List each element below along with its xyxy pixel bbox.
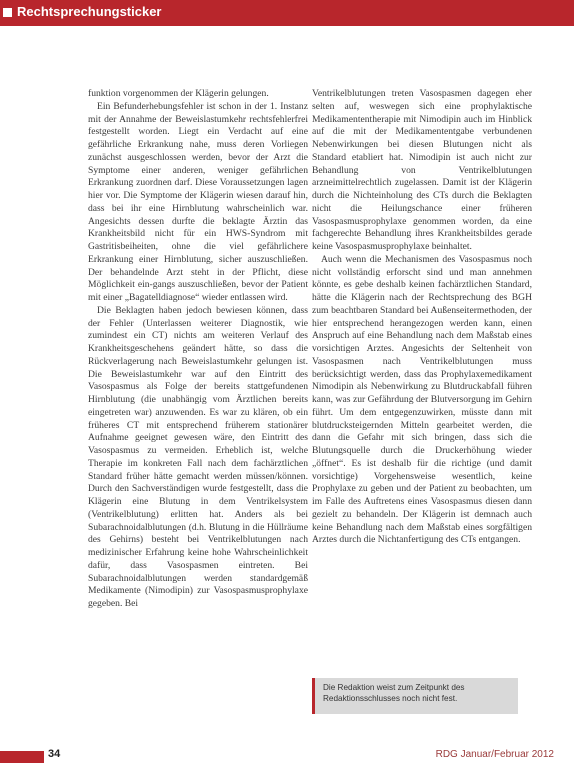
left-column (88, 88, 308, 611)
paragraph: Ein Befunderhebungsfehler ist schon in der 1. Instanz mit der Annahme der Beweislastumkehr rechtsfehlerfrei festgestellt worden. Liegt ein Verdacht auf eine gefährliche Erkrankung nahe, muss deren Vorliegen zunächst ausgeschlossen werden, bevor der Arzt die Symptome einer anderen, weniger gefährlichen Erkrankung zuordnen darf. Diese Voraussetzungen lagen hier vor. Die Symptome der Klägerin wiesen darauf hin, dass bei ihr eine Hirnblutung wahrscheinlich war. Angesichts dessen durfte die beklagte Ärztin das Krankheitsbild nicht für ein HWS-Syndrom mit Gastritisbeiheiten, ohne die viel gefährlichere Erkrankung einer Hirnblutung, sicher auszuschließen. Der behandelnde Arzt steht in der Pflicht, diese Möglichkeit ein-gangs auszuschließen, bevor der Patient mit einer „Bagatelldiagnose“ wieder entlassen wird. (88, 100, 308, 303)
paragraph: funktion vorgenommen der Klägerin gelungen. (88, 88, 269, 99)
page-number: 34 (48, 748, 61, 760)
editorial-note: Die Redaktion weist zum Zeitpunkt des Redaktionsschlusses noch nicht fest. (312, 678, 518, 714)
section-title: Rechtsprechungsticker (17, 4, 162, 19)
issue-label: RDG Januar/Februar 2012 (435, 749, 554, 760)
paragraph: Die Beklagten haben jedoch bewiesen können, dass der Fehler (Unterlassen weiterer Diagnostik, wie zumindest ein CT) nichts am weiteren Verlauf des Krankheitsgeschehens geändert hätte, so dass die Rückverlagerung nach Beweislastumkehr gelungen ist. Die Beweislastumkehr war auf den Eintritt des Vasospasmus als Folge der bereits stattgefundenen Hirnblutung (die unabhängig vom Ärztlichen bereits eingetreten war) anzuwenden. Es war zu klären, ob ein früheres CT mit entsprechend früherem stationärer Aufnahme geeignet gewesen wäre, den Eintritt des Vasospasmus zu vermeiden. Erheblich ist, welche Therapie im konkreten Fall nach dem fachärztlichen Standard früher hätte gemacht werden müssen/können. Durch den Sachverständigen wurde festgestellt, dass die Klägerin eine Blutung in dem Ventrikelsystem (Ventrikelblutung) erlitten hat. Anders als bei Subarachnoidalblutungen (d.h. Blutung in die Hüllräume des Gehirns) besteht bei Ventrikelblutungen nach medizinischer Erfahrung keine hohe Wahrscheinlichkeit dafür, dass Vasospasmen eintreten. Bei Subarachnoidalblutungen werden standardgemäß Medikamente (Nimodipin) zur Vasospasmusprophylaxe gegeben. Bei (88, 304, 308, 609)
paragraph: Auch wenn die Mechanismen des Vasospasmus noch nicht vollständig erforscht sind und man annehmen könnte, es gebe deshalb keinen fachärztlichen Standard, hätte die Klägerin nach der Rechtsprechung des BGH zum beachtbaren Standard bei Außenseitermethoden, der hier entsprechend herangezogen werden kann, einen Anspruch auf eine Behandlung nach dem Maßstab eines vorsichtigen Arztes. Angesichts der Seltenheit von Vasospasmen nach Ventrikelblutungen muss berücksichtigt werden, dass das Prophylaxemedikament Nimodipin als Nebenwirkung zu Blutdruckabfall führen kann, was zur Gefährdung der Blutversorgung im Gehirn führt. Um dem entgegenzuwirken, müsste dann mit blutdrucksteigernden Mitteln gearbeitet werden, die dann die Gefahr mit sich bringen, dass sich die Blutungsquelle durch die Druckerhöhung wieder „öffnet“. Es ist deshalb für die richtige (und damit vorsichtige) Vorgehensweise wesentlich, keine Prophylaxe zu geben und der Patient zu beobachten, um im Falle des Auftretens eines Vasospasmus diesen dann gezielt zu behandeln. Der Klägerin ist demnach auch keine Behandlung nach dem Maßstab eines sorgfältigen Arztes durch die Nichtanfertigung des CTs entgangen. (312, 253, 532, 546)
right-column (312, 88, 532, 547)
header-bar (0, 0, 574, 26)
header-square-icon (3, 8, 12, 17)
footer-bar (0, 751, 44, 763)
paragraph: Ventrikelblutungen treten Vasospasmen dagegen eher selten auf, weswegen sich eine prophylaktische Medikamententherapie mit Nimodipin auch im Hinblick auf die mit der Medikamententgabe verbundenen Nebenwirkungen bei diesen Blutungen nicht als Standard etabliert hat. Nimodipin ist auch nicht zur Behandlung von Ventrikelblutungen arzneimittelrechtlich zugelassen. Damit ist der Klägerin durch die Nichteinholung des CTs durch die Beklagten nicht die Heilungschance einer früheren Vasospasmusprophylaxe genommen worden, da eine fachgerechte Behandlung ihres Krankheitsbildes gerade keine Vasospasmusprophylaxe beinhaltet. (312, 88, 532, 252)
